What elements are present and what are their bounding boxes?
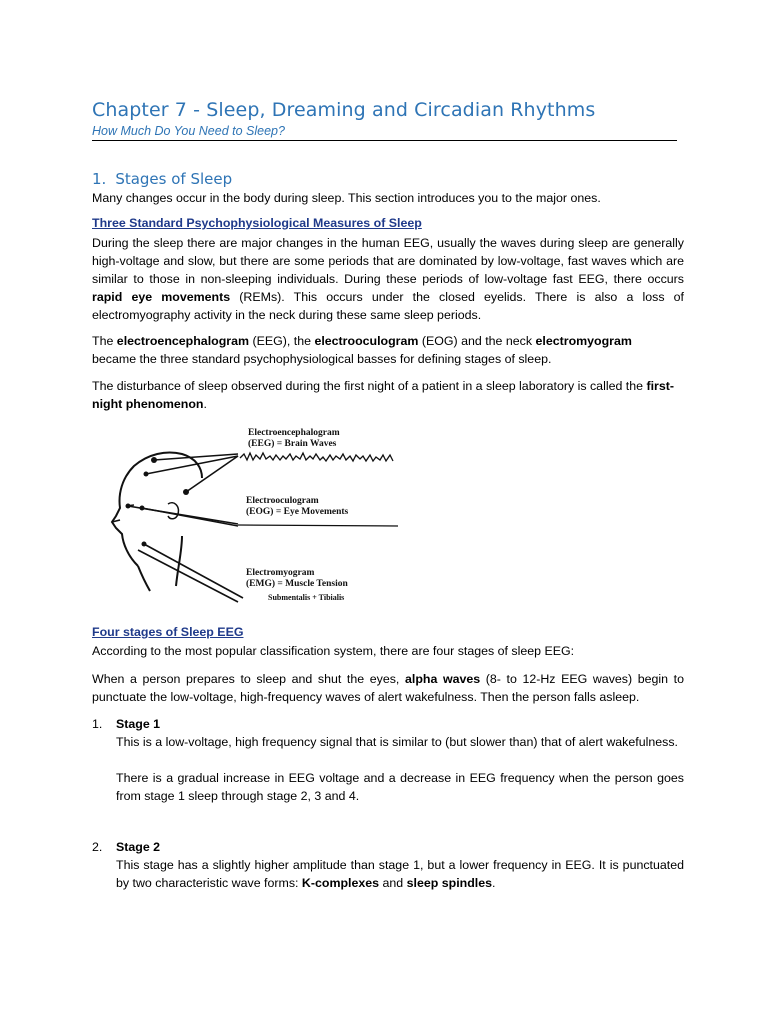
eeg-label-2: (EEG) = Brain Waves: [248, 439, 337, 449]
first-night-term: first-night phenomenon: [92, 379, 675, 411]
eeg-term: electroencephalogram: [116, 334, 250, 348]
measures-paragraph-1: During the sleep there are major changes in the human EEG, usually the waves during sleep are generally high-voltage and slow, but there are some periods that are dominated by low-voltage, fast waves which are similar to those in non-sleeping individuals. During these periods of low-voltage fast EEG, there occurs rapid eye movements (REMs). This occurs under the closed eyelids. There is also a loss of electromyography activity in the neck during these same sleep periods.: [92, 236, 685, 322]
emg-label-2: (EMG) = Muscle Tension: [246, 579, 348, 589]
chapter-subtitle: How Much Do You Need to Sleep?: [92, 124, 285, 138]
eog-term: electrooculogram: [314, 334, 419, 348]
stage-1-item: [116, 715, 684, 805]
eog-label-1: Electrooculogram: [246, 496, 319, 506]
section-intro: Many changes occur in the body during sleep. This section introduces you to the major ones.: [92, 191, 601, 205]
stage-1-title: Stage 1: [116, 717, 161, 731]
eeg-label-1: Electroencephalogram: [248, 428, 340, 438]
alpha-term: alpha waves: [404, 672, 481, 686]
sleep-measures-figure: [98, 416, 408, 606]
stage-2-title: Stage 2: [116, 840, 161, 854]
stage-1-text-1: This is a low-voltage, high frequency signal that is similar to (but slower than) that of alert wakefulness.: [116, 735, 678, 749]
section-number: 1.: [92, 170, 107, 188]
alpha-paragraph: When a person prepares to sleep and shut the eyes, alpha waves (8- to 12-Hz EEG waves) begin to punctuate the low-voltage, high-frequency waves of alert wakefulness. Then the person falls asleep.: [92, 672, 684, 704]
emg-label-1: Electromyogram: [246, 568, 315, 578]
title-divider: [92, 140, 677, 141]
stage-1-text-2: There is a gradual increase in EEG voltage and a decrease in EEG frequency when the person goes from stage 1 sleep through stage 2, 3 and 4.: [116, 771, 684, 803]
section-heading: [92, 170, 232, 188]
stage-2-text: This stage has a slightly higher amplitude than stage 1, but a lower frequency in EEG. It is punctuated by two characteristic wave forms: K-complexes and sleep spindles.: [116, 858, 684, 890]
list-number-1: 1.: [92, 717, 103, 731]
emg-term: electromyogram: [535, 334, 632, 348]
stages-intro: According to the most popular classification system, there are four stages of sleep EEG:: [92, 644, 575, 658]
rem-term: rapid eye movements: [92, 290, 231, 304]
stage-2-item: [116, 838, 684, 892]
head-electrodes-illustration: [98, 416, 408, 606]
chapter-title: Chapter 7 - Sleep, Dreaming and Circadian Rhythms: [92, 99, 596, 121]
measures-paragraph-3: The disturbance of sleep observed during the first night of a patient in a sleep laboratory is called the first-night phenomenon.: [92, 379, 675, 411]
section-title: Stages of Sleep: [115, 170, 233, 188]
measures-paragraph-2: The electroencephalogram (EEG), the electrooculogram (EOG) and the neck electromyogram became the three standard psychophysiological basses for defining stages of sleep.: [92, 334, 632, 366]
stages-heading: Four stages of Sleep EEG: [92, 625, 244, 639]
emg-label-3: Submentalis + Tibialis: [268, 593, 345, 602]
k-complexes-term: K-complexes: [301, 876, 380, 890]
eog-label-2: (EOG) = Eye Movements: [246, 507, 349, 517]
sleep-spindles-term: sleep spindles: [406, 876, 493, 890]
list-number-2: 2.: [92, 840, 103, 854]
measures-heading: Three Standard Psychophysiological Measures of Sleep: [92, 216, 422, 230]
